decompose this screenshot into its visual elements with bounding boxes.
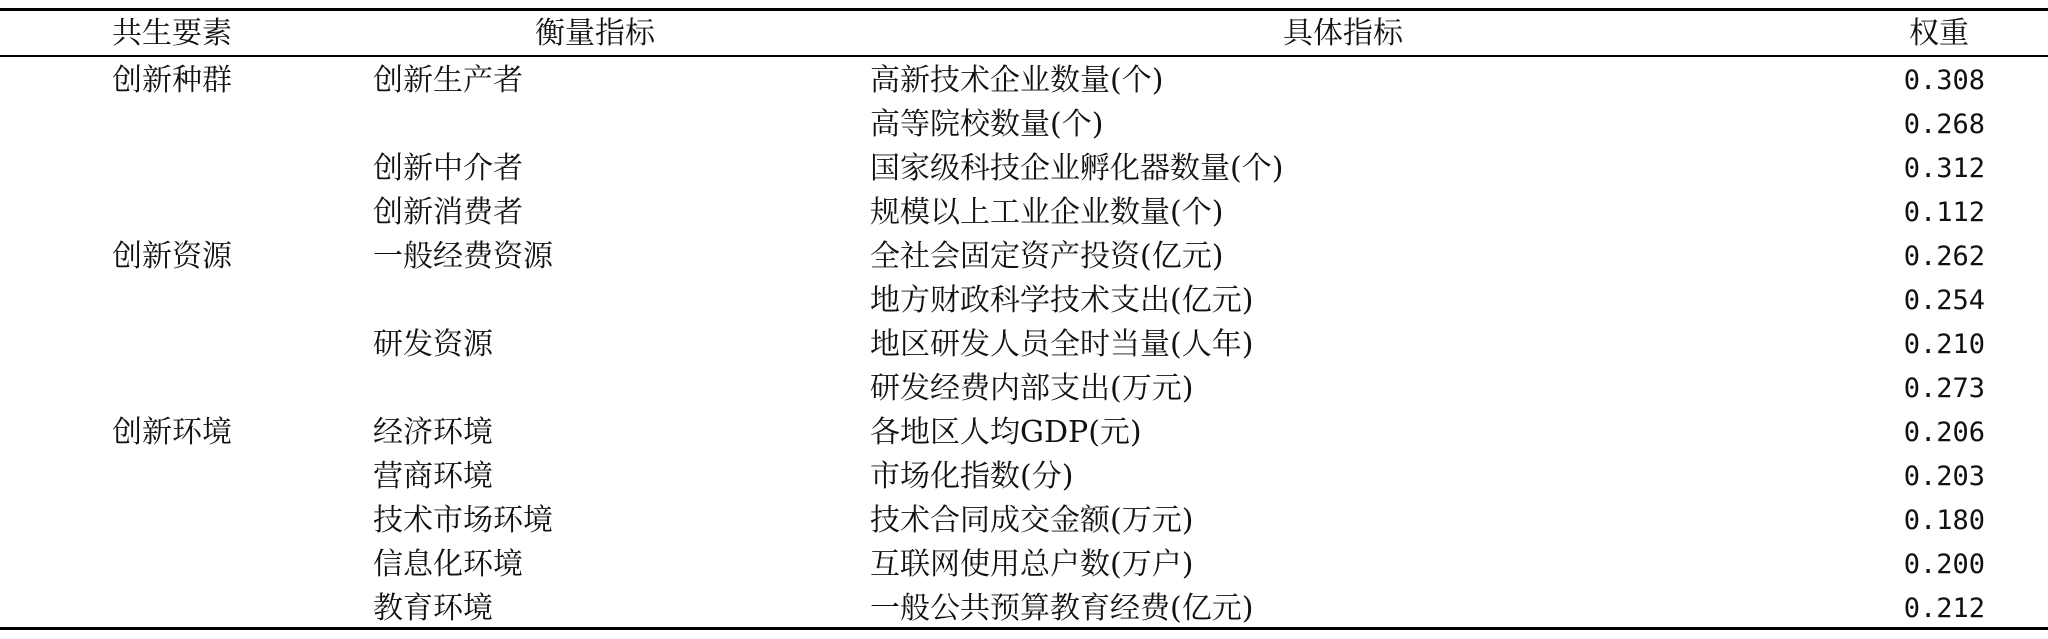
specific-cell: 研发经费内部支出(万元) [870,371,1194,406]
weight-cell: 0.254 [1903,285,1985,316]
weight-cell: 0.212 [1903,593,1985,624]
measure-cell: 信息化环境 [373,547,523,582]
measure-cell: 创新消费者 [373,195,523,230]
header-specific: 具体指标 [1283,16,1403,51]
table-header-row [0,12,2048,55]
table-row [0,59,2048,103]
table-row [0,103,2048,147]
weight-cell: 0.112 [1903,197,1985,228]
table-row [0,367,2048,411]
specific-cell: 技术合同成交金额(万元) [870,503,1194,538]
table-row [0,543,2048,587]
table-row [0,455,2048,499]
specific-cell: 一般公共预算教育经费(亿元) [870,591,1254,626]
table-row [0,147,2048,191]
specific-cell: 地区研发人员全时当量(人年) [870,327,1254,362]
specific-cell: 国家级科技企业孵化器数量(个) [870,151,1284,186]
specific-cell: 规模以上工业企业数量(个) [870,195,1224,230]
measure-cell: 教育环境 [373,591,493,626]
specific-cell: 互联网使用总户数(万户) [870,547,1194,582]
measure-cell: 经济环境 [373,415,493,450]
header-weight: 权重 [1909,16,1969,51]
specific-cell: 全社会固定资产投资(亿元) [870,239,1224,274]
weight-cell: 0.210 [1903,329,1985,360]
weight-cell: 0.180 [1903,505,1985,536]
factor-cell: 创新资源 [112,239,232,274]
factor-cell: 创新环境 [112,415,232,450]
header-measure: 衡量指标 [535,16,655,51]
table-row [0,279,2048,323]
table-row [0,191,2048,235]
specific-cell: 地方财政科学技术支出(亿元) [870,283,1254,318]
header-factor: 共生要素 [112,16,232,51]
measure-cell: 技术市场环境 [373,503,553,538]
table-bottom-rule [0,627,2048,630]
weight-cell: 0.312 [1903,153,1985,184]
weight-cell: 0.200 [1903,549,1985,580]
measure-cell: 营商环境 [373,459,493,494]
weight-cell: 0.268 [1903,109,1985,140]
measure-cell: 创新中介者 [373,151,523,186]
table-row [0,499,2048,543]
measure-cell: 研发资源 [373,327,493,362]
weight-cell: 0.262 [1903,241,1985,272]
measure-cell: 创新生产者 [373,63,523,98]
weight-cell: 0.206 [1903,417,1985,448]
weight-cell: 0.273 [1903,373,1985,404]
measure-cell: 一般经费资源 [373,239,553,274]
weight-cell: 0.203 [1903,461,1985,492]
table-row [0,587,2048,631]
table-top-rule [0,8,2048,11]
weight-cell: 0.308 [1903,65,1985,96]
specific-cell: 高新技术企业数量(个) [870,63,1164,98]
table-header-rule [0,55,2048,57]
table-row [0,411,2048,455]
specific-cell: 市场化指数(分) [870,459,1074,494]
specific-cell: 高等院校数量(个) [870,107,1104,142]
table-body [0,59,2048,631]
factor-cell: 创新种群 [112,63,232,98]
table-row [0,323,2048,367]
table-row [0,235,2048,279]
specific-cell: 各地区人均GDP(元) [870,415,1142,450]
